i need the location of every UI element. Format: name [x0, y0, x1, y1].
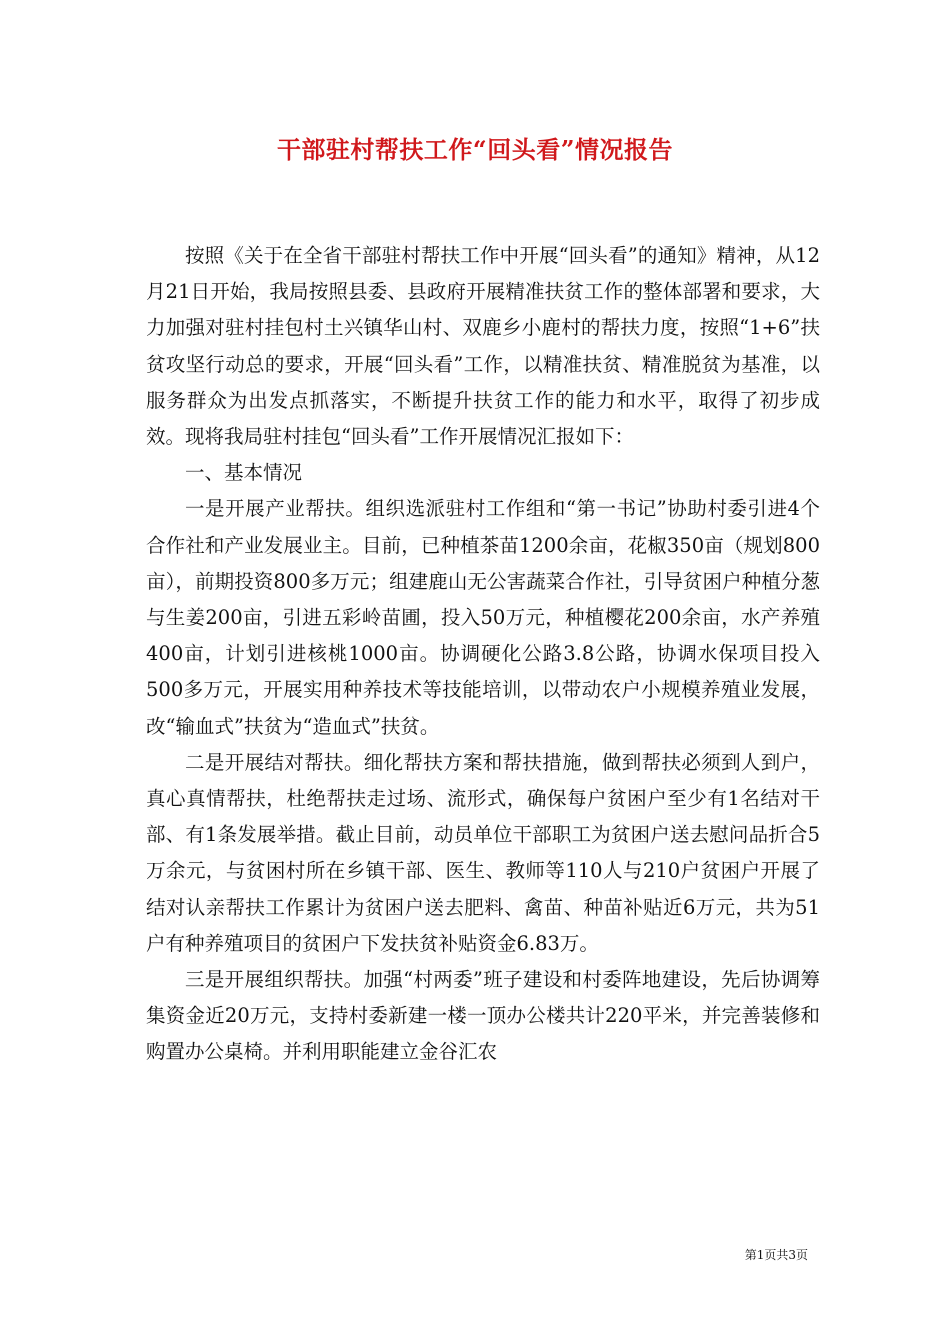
page-number-footer: 第1页共3页 [744, 1248, 808, 1262]
document-title: 干部驻村帮扶工作“回头看”情况报告 [276, 135, 674, 164]
paragraph-intro: 按照《关于在全省干部驻村帮扶工作中开展“回头看”的通知》精神，从12月21日开始，我局按照县委、县政府开展精准扶贫工作的整体部署和要求，大力加强对驻村挂包村土兴镇华山村、双鹿乡小鹿村的帮扶力度，按照“1+6”扶贫攻坚行动总的要求，开展“回头看”工作，以精准扶贫、精准脱贫为基准，以服务群众为出发点抓落实，不断提升扶贫工作的能力和水平，取得了初步成效。现将我局驻村挂包“回头看”工作开展情况汇报如下： [146, 244, 820, 449]
paragraph-organization-aid: 三是开展组织帮扶。加强“村两委”班子建设和村委阵地建设，先后协调筹集资金近20万元，支持村委新建一楼一顶办公楼共计220平米，并完善装修和购置办公桌椅。并利用职能建立金谷汇农 [146, 968, 820, 1064]
document-body [146, 238, 820, 1071]
paragraph-pairing-aid: 二是开展结对帮扶。细化帮扶方案和帮扶措施，做到帮扶必须到人到户，真心真情帮扶，杜绝帮扶走过场、流形式，确保每户贫困户至少有1名结对干部、有1条发展举措。截止目前，动员单位干部职工为贫困户送去慰问品折合5万余元，与贫困村所在乡镇干部、医生、教师等110人与210户贫困户开展了结对认亲帮扶工作累计为贫困户送去肥料、禽苗、种苗补贴近6万元，共为51户有种养殖项目的贫困户下发扶贫补贴资金6.83万。 [146, 750, 820, 955]
section-heading: 一、基本情况 [185, 461, 303, 485]
paragraph-industry-aid: 一是开展产业帮扶。组织选派驻村工作组和“第一书记”协助村委引进4个合作社和产业发展业主。目前，已种植茶苗1200余亩，花椒350亩（规划800亩），前期投资800多万元；组建鹿山无公害蔬菜合作社，引导贫困户种植分葱与生姜200亩，引进五彩岭苗圃，投入50万元，种植樱花200余亩，水产养殖400亩，计划引进核桃1000亩。协调硬化公路3.8公路，协调水保项目投入500多万元，开展实用种养技术等技能培训，以带动农户小规模养殖业发展，改“输血式”扶贫为“造血式”扶贫。 [146, 497, 820, 738]
